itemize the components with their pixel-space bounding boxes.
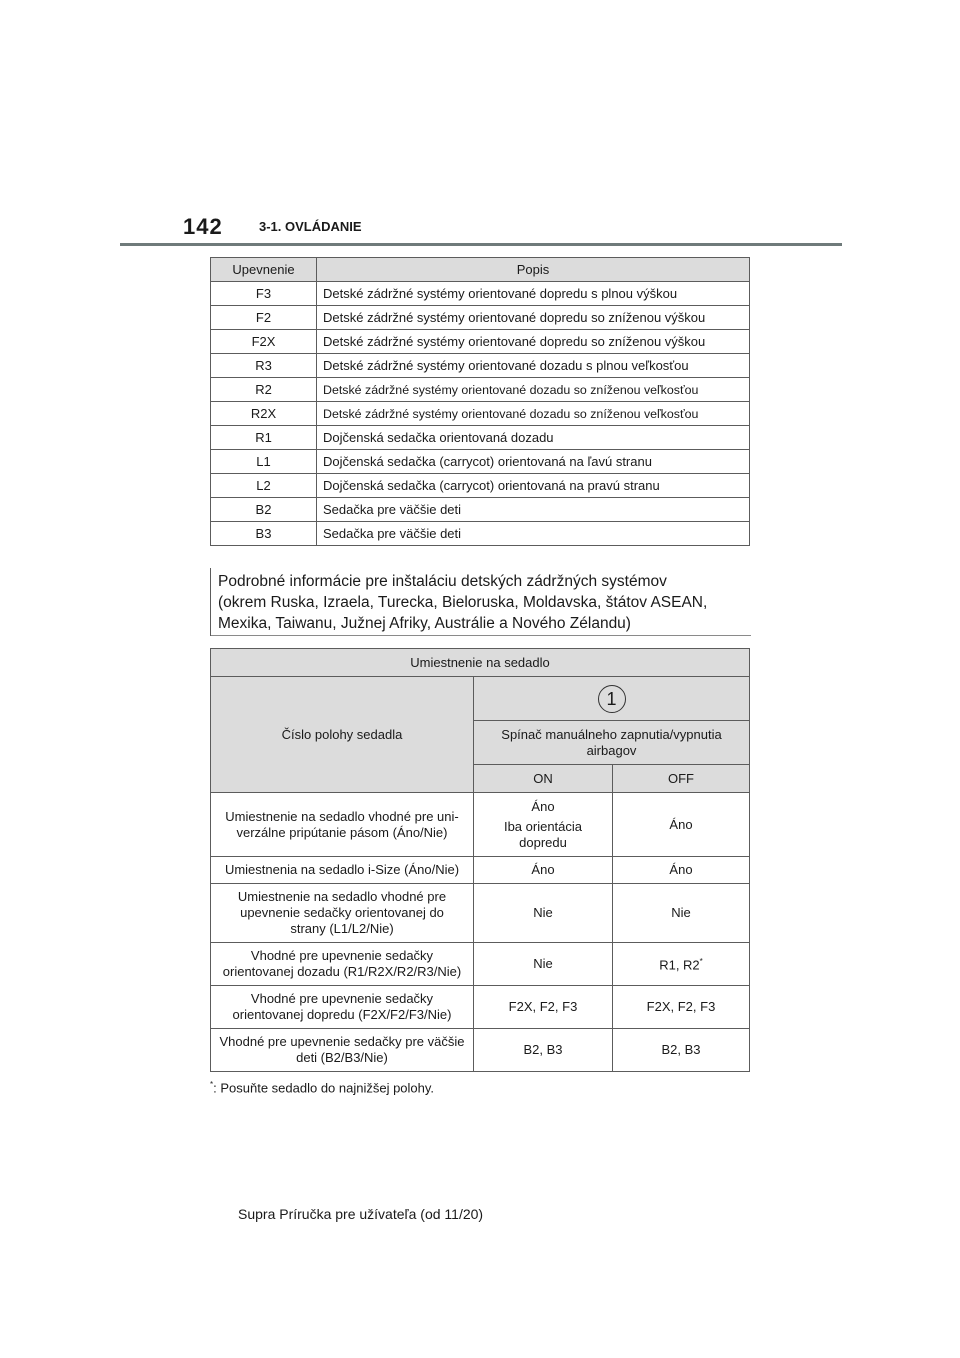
- table-header-row: [211, 258, 750, 282]
- anchorage-description: Detské zádržné systémy orientované dozadu so zníženou veľkosťou: [317, 378, 750, 402]
- on-value-line: Áno: [531, 798, 555, 814]
- info-line: Mexika, Taiwanu, Južnej Afriky, Austrálie a Nového Zélandu): [218, 615, 631, 632]
- off-value-text: R1, R2: [659, 957, 700, 973]
- anchorage-code: R2: [211, 378, 317, 402]
- anchorage-code: B3: [211, 522, 317, 546]
- seat-position-table: [210, 648, 750, 1072]
- table-row: [211, 282, 750, 306]
- anchorage-description: Detské zádržné systémy orientované dozadu s plnou veľkosťou: [317, 354, 750, 378]
- on-value-line: Iba orientácia dopredu: [503, 818, 583, 850]
- table-row: [211, 450, 750, 474]
- table-row: [211, 402, 750, 426]
- table-row: [211, 943, 750, 986]
- switch-on-header: ON: [474, 765, 613, 793]
- footnote-mark: *: [699, 957, 703, 967]
- switch-off-header: OFF: [613, 765, 750, 793]
- anchorage-code: R2X: [211, 402, 317, 426]
- anchorage-description: Detské zádržné systémy orientované dozadu so zníženou veľkosťou: [317, 402, 750, 426]
- anchorage-code: R1: [211, 426, 317, 450]
- table-title: Umiestnenie na sedadlo: [211, 649, 750, 677]
- footnote-text: : Posuňte sedadlo do najnižšej polohy.: [213, 1080, 435, 1096]
- anchorage-code: L2: [211, 474, 317, 498]
- table-row: [211, 378, 750, 402]
- anchorage-code: F2X: [211, 330, 317, 354]
- footnote-mark: *: [210, 1080, 214, 1089]
- column-header-anchorage: Upevnenie: [211, 258, 317, 282]
- table-header-row: [211, 677, 750, 721]
- on-value: [474, 793, 613, 857]
- anchorage-description: Dojčenská sedačka (carrycot) orientovaná na pravú stranu: [317, 474, 750, 498]
- anchorage-description: Sedačka pre väčšie deti: [317, 522, 750, 546]
- footnote: [210, 1080, 434, 1095]
- info-line: Podrobné informácie pre inštaláciu detských zádržných systémov: [218, 573, 667, 590]
- anchorage-description: Detské zádržné systémy orientované dopredu s plnou výškou: [317, 282, 750, 306]
- off-value: F2X, F2, F3: [613, 986, 750, 1029]
- anchorage-code: F3: [211, 282, 317, 306]
- table-row: [211, 1029, 750, 1072]
- page-number: 142: [183, 214, 223, 239]
- row-label: Vhodné pre upevnenie sedačky pre väčšie deti (B2/B3/Nie): [211, 1029, 474, 1072]
- off-value: Áno: [613, 793, 750, 857]
- row-label: Vhodné pre upevnenie sedačky orientovanej dopredu (F2X/F2/F3/Nie): [211, 986, 474, 1029]
- table-row: [211, 498, 750, 522]
- seat-position-label: Číslo polohy sedadla: [211, 677, 474, 793]
- table-row: [211, 330, 750, 354]
- row-label: Umiestnenie na sedadlo vhodné pre upevnenie sedačky orientovanej do strany (L1/L2/Nie): [211, 884, 474, 943]
- on-value: F2X, F2, F3: [474, 986, 613, 1029]
- section-title: 3-1. OVLÁDANIE: [259, 219, 362, 234]
- off-value: Nie: [613, 884, 750, 943]
- table-row: [211, 354, 750, 378]
- row-label: Umiestnenie na sedadlo vhodné pre uni-verzálne pripútanie pásom (Áno/Nie): [211, 793, 474, 857]
- table-row: [211, 426, 750, 450]
- info-heading: [218, 571, 707, 634]
- table-row: [211, 522, 750, 546]
- row-label: Umiestnenia na sedadlo i-Size (Áno/Nie): [211, 857, 474, 884]
- table-header-row: [211, 649, 750, 677]
- airbag-switch-label: Spínač manuálneho zapnutia/vypnutia airbagov: [474, 721, 750, 765]
- table-row: [211, 884, 750, 943]
- anchorage-description: Detské zádržné systémy orientované dopredu so zníženou výškou: [317, 330, 750, 354]
- on-value: Nie: [474, 884, 613, 943]
- seat-number-badge: 1: [598, 685, 626, 713]
- on-value: Áno: [474, 857, 613, 884]
- anchorage-code: B2: [211, 498, 317, 522]
- anchorage-description: Dojčenská sedačka orientovaná dozadu: [317, 426, 750, 450]
- anchorage-description: Dojčenská sedačka (carrycot) orientovaná na ľavú stranu: [317, 450, 750, 474]
- table-row: [211, 793, 750, 857]
- table-row: [211, 474, 750, 498]
- column-header-description: Popis: [317, 258, 750, 282]
- header-divider: [120, 243, 842, 246]
- row-label: Vhodné pre upevnenie sedačky orientovanej dozadu (R1/R2X/R2/R3/Nie): [211, 943, 474, 986]
- off-value: Áno: [613, 857, 750, 884]
- anchorage-code: F2: [211, 306, 317, 330]
- off-value: [613, 943, 750, 986]
- anchorage-table: [210, 257, 750, 546]
- anchorage-code: L1: [211, 450, 317, 474]
- anchorage-code: R3: [211, 354, 317, 378]
- anchorage-description: Sedačka pre väčšie deti: [317, 498, 750, 522]
- on-value: B2, B3: [474, 1029, 613, 1072]
- anchorage-description: Detské zádržné systémy orientované dopredu so zníženou výškou: [317, 306, 750, 330]
- table-row: [211, 857, 750, 884]
- page-footer: Supra Príručka pre užívateľa (od 11/20): [238, 1206, 484, 1222]
- seat-number-cell: [474, 677, 750, 721]
- table-row: [211, 306, 750, 330]
- info-block: [210, 568, 751, 636]
- info-line: (okrem Ruska, Izraela, Turecka, Bieloruska, Moldavska, štátov ASEAN,: [218, 594, 708, 611]
- info-divider: [211, 635, 751, 636]
- on-value: Nie: [474, 943, 613, 986]
- off-value: B2, B3: [613, 1029, 750, 1072]
- table-row: [211, 986, 750, 1029]
